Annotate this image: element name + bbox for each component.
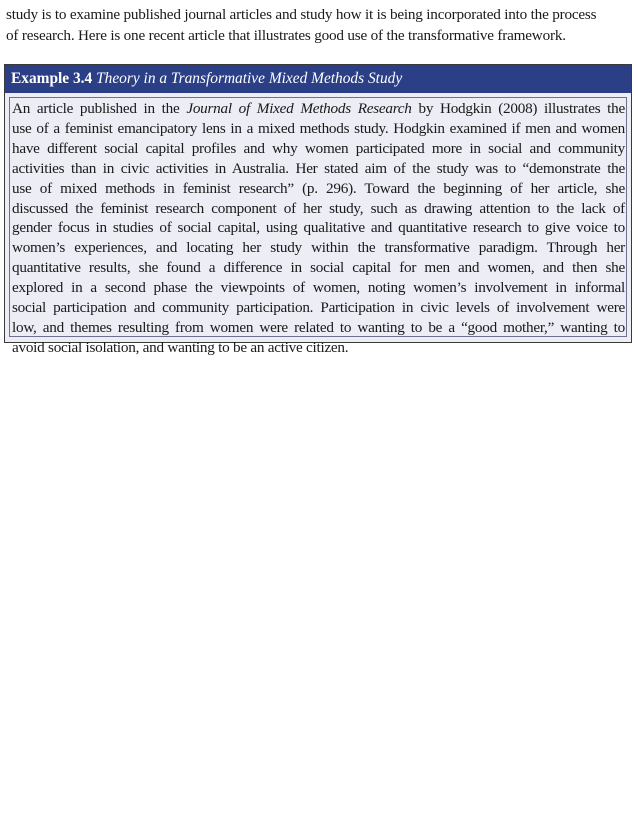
example-box	[4, 64, 632, 356]
example-line: women’s experiences, and locating her study within the transformative paradigm. Through her	[12, 239, 625, 257]
intro-line: of research. Here is one recent article that illustrates good use of the transformative framework.	[6, 27, 566, 44]
example-label: Example 3.4	[11, 70, 93, 87]
example-title: Theory in a Transformative Mixed Methods Study	[96, 70, 403, 87]
example-line: discussed the feminist research component of her study, such as drawing attention to the lack of	[12, 199, 625, 217]
example-line	[12, 99, 625, 119]
example-content	[9, 97, 627, 356]
journal-title: Journal of Mixed Methods Research	[186, 100, 412, 117]
first-line-before: An article published in the	[12, 100, 187, 117]
first-line-after: by Hodgkin (2008) illustrates the	[411, 100, 625, 117]
example-line: use of mixed methods in feminist research” (p. 296). Toward the beginning of her article, she	[12, 179, 625, 197]
example-line: social participation and community participation. Participation in civic levels of involvement were	[12, 299, 625, 317]
example-line: activities than in civic activities in Australia. Her stated aim of the study was to “demonstrate the	[12, 159, 625, 177]
intro-paragraph	[6, 4, 632, 46]
intro-line: study is to examine published journal articles and study how it is being incorporated into the process	[6, 6, 597, 23]
example-line: use of a feminist emancipatory lens in a mixed methods study. Hodgkin examined if men and women	[12, 119, 625, 137]
example-header	[5, 65, 631, 93]
example-line: gender focus in studies of social capital, using qualitative and quantitative research to give voice to	[12, 219, 625, 237]
example-line: avoid social isolation, and wanting to be an active citizen.	[12, 338, 349, 356]
example-line: have different social capital profiles and why women participated more in social and community	[12, 139, 625, 157]
example-body	[12, 99, 625, 358]
example-line: quantitative results, she found a difference in social capital for men and women, and then she	[12, 259, 625, 277]
example-line: explored in a second phase the viewpoints of women, noting women’s involvement in informal	[12, 279, 625, 297]
example-line: low, and themes resulting from women were related to wanting to be a “good mother,” wanting to	[12, 318, 625, 336]
